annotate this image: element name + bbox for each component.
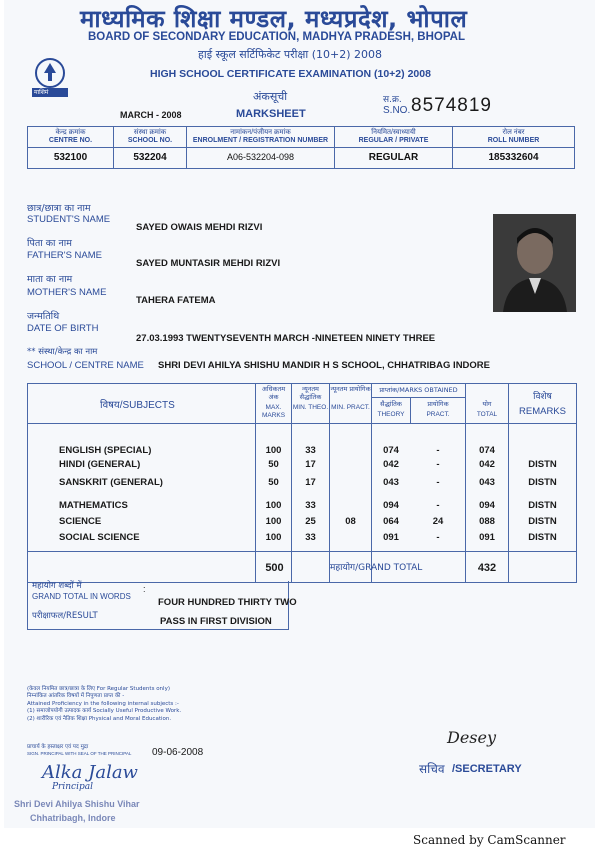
max-marks-header: MAX. MARKS bbox=[261, 404, 286, 419]
remarks-header-hindi: विशेष bbox=[533, 392, 552, 402]
serial-label: S.NO. bbox=[383, 105, 411, 116]
theory-marks: 094 bbox=[383, 500, 399, 511]
max-marks: 50 bbox=[268, 477, 279, 488]
enrolment-value: A06-532204-098 bbox=[187, 148, 335, 169]
remarks-value: DISTN bbox=[528, 532, 557, 543]
marks-obtained-header: प्राप्तांक/MARKS OBTAINED bbox=[379, 386, 458, 394]
theory-marks: 043 bbox=[383, 477, 399, 488]
max-marks: 100 bbox=[265, 500, 282, 511]
result-value: PASS IN FIRST DIVISION bbox=[160, 616, 272, 627]
pract-marks: - bbox=[436, 445, 440, 456]
max-marks: 100 bbox=[265, 516, 282, 527]
centre-no-value: 532100 bbox=[28, 148, 114, 169]
school-label: SCHOOL / CENTRE NAME bbox=[27, 360, 144, 371]
grand-total-label: महायोग/GRAND TOTAL bbox=[330, 563, 423, 573]
min-theory: 17 bbox=[305, 477, 316, 488]
remarks-header: REMARKS bbox=[519, 406, 566, 417]
max-marks: 100 bbox=[265, 445, 282, 456]
subjects-header: विषय/SUBJECTS bbox=[100, 400, 175, 411]
remarks-value: DISTN bbox=[528, 516, 557, 527]
marks-table bbox=[27, 383, 577, 583]
father-name: SAYED MUNTASIR MEHDI RIZVI bbox=[136, 258, 281, 269]
subject-name: ENGLISH (SPECIAL) bbox=[59, 445, 152, 456]
board-logo bbox=[28, 55, 72, 99]
words-label-hindi: महायोग शब्दों में bbox=[32, 581, 82, 591]
min-theory: 25 bbox=[305, 516, 316, 527]
min-theory: 33 bbox=[305, 500, 316, 511]
pract-header-hindi: प्रायोगिक bbox=[427, 400, 449, 408]
student-name: SAYED OWAIS MEHDI RIZVI bbox=[136, 222, 263, 233]
principal-label: SIGN. PRINCIPAL WITH SEAL OF THE PRINCIPAL bbox=[27, 751, 132, 756]
remarks-value: DISTN bbox=[528, 459, 557, 470]
centre-no-header: केन्द्र क्रमांक CENTRE NO. bbox=[28, 127, 114, 148]
enrolment-header: नामांकन/पंजीयन क्रमांक ENROLMENT / REGISTRATION NUMBER bbox=[187, 127, 335, 148]
student-photo bbox=[493, 214, 576, 312]
subject-name: SOCIAL SCIENCE bbox=[59, 532, 140, 543]
exam-session: MARCH - 2008 bbox=[120, 110, 182, 120]
total-marks: 043 bbox=[479, 477, 495, 488]
theory-marks: 074 bbox=[383, 445, 399, 456]
total-marks: 088 bbox=[479, 516, 495, 527]
min-pract: 08 bbox=[345, 516, 356, 527]
scanner-watermark: Scanned by CamScanner bbox=[413, 833, 566, 847]
result-label: परीक्षाफल/RESULT bbox=[32, 611, 98, 621]
roll-number-value: 185332604 bbox=[453, 148, 575, 169]
total-marks: 074 bbox=[479, 445, 495, 456]
secretary-signature: Desey bbox=[447, 728, 497, 747]
proficiency-note: (केवल नियमित छात्र/छात्रा के लिए For Regular Students only) निम्नांकित आंतरिक विषयों में निपुणता प्राप्त की - Attained Proficiency in the following internal subjects :- (1) समाजोपयोगी उत्पादक कार्य Socially Useful Productive Work. (2) शारीरिक एवं नैतिक शिक्षा Physical and Moral Education. bbox=[27, 686, 182, 722]
marksheet-title-hindi: अंकसूची bbox=[253, 90, 288, 103]
min-pract-header: MIN. PRACT. bbox=[331, 404, 370, 411]
school-name: SHRI DEVI AHILYA SHISHU MANDIR H S SCHOOL, CHHATRIBAG INDORE bbox=[158, 360, 490, 371]
subject-name: HINDI (GENERAL) bbox=[59, 459, 141, 470]
school-no-value: 532204 bbox=[114, 148, 187, 169]
regular-private-value: REGULAR bbox=[335, 148, 453, 169]
issue-date: 09-06-2008 bbox=[152, 747, 204, 758]
grand-total-words: FOUR HUNDRED THIRTY TWO bbox=[158, 597, 297, 608]
theory-marks: 042 bbox=[383, 459, 399, 470]
dob-label-hindi: जन्मतिथि bbox=[27, 311, 60, 322]
school-label-hindi: ** संस्था/केन्द्र का नाम bbox=[27, 347, 98, 357]
school-stamp-line1: Shri Devi Ahilya Shishu Vihar bbox=[14, 799, 140, 809]
total-marks: 091 bbox=[479, 532, 495, 543]
min-theory: 33 bbox=[305, 532, 316, 543]
registration-table bbox=[27, 126, 575, 169]
principal-label-hindi: प्राचार्य के हस्ताक्षर एवं पद मुद्रा bbox=[27, 744, 89, 750]
principal-signature-title: Principal bbox=[52, 782, 93, 792]
school-stamp-line2: Chhatribagh, Indore bbox=[30, 813, 116, 823]
subject-name: MATHEMATICS bbox=[59, 500, 128, 511]
min-theory: 33 bbox=[305, 445, 316, 456]
principal-signature: Alka Jalaw bbox=[42, 762, 138, 783]
theory-header: THEORY bbox=[377, 411, 405, 418]
secretary-label: /SECRETARY bbox=[452, 763, 522, 775]
mother-name-label-hindi: माता का नाम bbox=[27, 274, 73, 285]
total-marks: 094 bbox=[479, 500, 495, 511]
theory-header-hindi: सैद्धांतिक bbox=[380, 400, 402, 408]
total-header: TOTAL bbox=[476, 411, 498, 418]
date-of-birth: 27.03.1993 TWENTYSEVENTH MARCH -NINETEEN NINETY THREE bbox=[136, 333, 436, 344]
pract-marks: 24 bbox=[432, 516, 444, 527]
exam-title-english: HIGH SCHOOL CERTIFICATE EXAMINATION (10+2) 2008 bbox=[150, 68, 431, 80]
grand-max-marks: 500 bbox=[265, 562, 284, 574]
father-name-label-hindi: पिता का नाम bbox=[27, 238, 72, 249]
remarks-value: DISTN bbox=[528, 477, 557, 488]
pract-header: PRACT. bbox=[426, 411, 450, 418]
student-name-label: STUDENT'S NAME bbox=[27, 214, 111, 225]
pract-marks: - bbox=[436, 500, 440, 511]
secretary-label-hindi: सचिव bbox=[419, 762, 445, 776]
theory-marks: 091 bbox=[383, 532, 399, 543]
mother-name-label: MOTHER'S NAME bbox=[27, 287, 107, 298]
words-colon: : bbox=[143, 584, 146, 594]
pract-marks: - bbox=[436, 459, 440, 470]
student-name-label-hindi: छात्र/छात्रा का नाम bbox=[27, 203, 91, 214]
regular-private-header: नियमित/स्वाध्यायी REGULAR / PRIVATE bbox=[335, 127, 453, 148]
total-marks: 042 bbox=[479, 459, 495, 470]
max-marks: 100 bbox=[265, 532, 282, 543]
logo-text: माशिमं bbox=[34, 89, 49, 96]
father-name-label: FATHER'S NAME bbox=[27, 250, 103, 261]
marksheet-title: MARKSHEET bbox=[236, 108, 306, 120]
mother-name: TAHERA FATEMA bbox=[136, 295, 216, 306]
board-title-hindi: माध्यमिक शिक्षा मण्डल, मध्यप्रदेश, भोपाल bbox=[80, 5, 468, 33]
roll-number-header: रोल नंबर ROLL NUMBER bbox=[453, 127, 575, 148]
serial-label-hindi: स.क्र. bbox=[383, 95, 402, 105]
min-pract-header-hindi: न्यूनतम प्रायोगिक bbox=[330, 385, 371, 393]
min-theory-header-hindi: न्यूनतम सैद्धांतिक bbox=[299, 385, 322, 401]
total-header-hindi: योग bbox=[482, 400, 492, 408]
subject-name: SANSKRIT (GENERAL) bbox=[59, 477, 163, 488]
serial-number: 8574819 bbox=[411, 95, 492, 116]
board-title-english: BOARD OF SECONDARY EDUCATION, MADHYA PRADESH, BHOPAL bbox=[88, 31, 465, 43]
max-marks: 50 bbox=[268, 459, 279, 470]
words-label: GRAND TOTAL IN WORDS bbox=[32, 592, 131, 601]
pract-marks: - bbox=[436, 532, 440, 543]
grand-total-value: 432 bbox=[477, 562, 497, 574]
dob-label: DATE OF BIRTH bbox=[27, 323, 99, 334]
theory-marks: 064 bbox=[383, 516, 399, 527]
min-theory-header: MIN. THEO. bbox=[292, 404, 329, 411]
min-theory: 17 bbox=[305, 459, 316, 470]
school-no-header: संस्था क्रमांक SCHOOL NO. bbox=[114, 127, 187, 148]
max-marks-header-hindi: अधिकतम अंक bbox=[261, 385, 286, 401]
exam-title-hindi: हाई स्कूल सर्टिफिकेट परीक्षा (10+2) 2008 bbox=[198, 48, 383, 61]
subject-name: SCIENCE bbox=[59, 516, 102, 527]
remarks-value: DISTN bbox=[528, 500, 557, 511]
pract-marks: - bbox=[436, 477, 440, 488]
